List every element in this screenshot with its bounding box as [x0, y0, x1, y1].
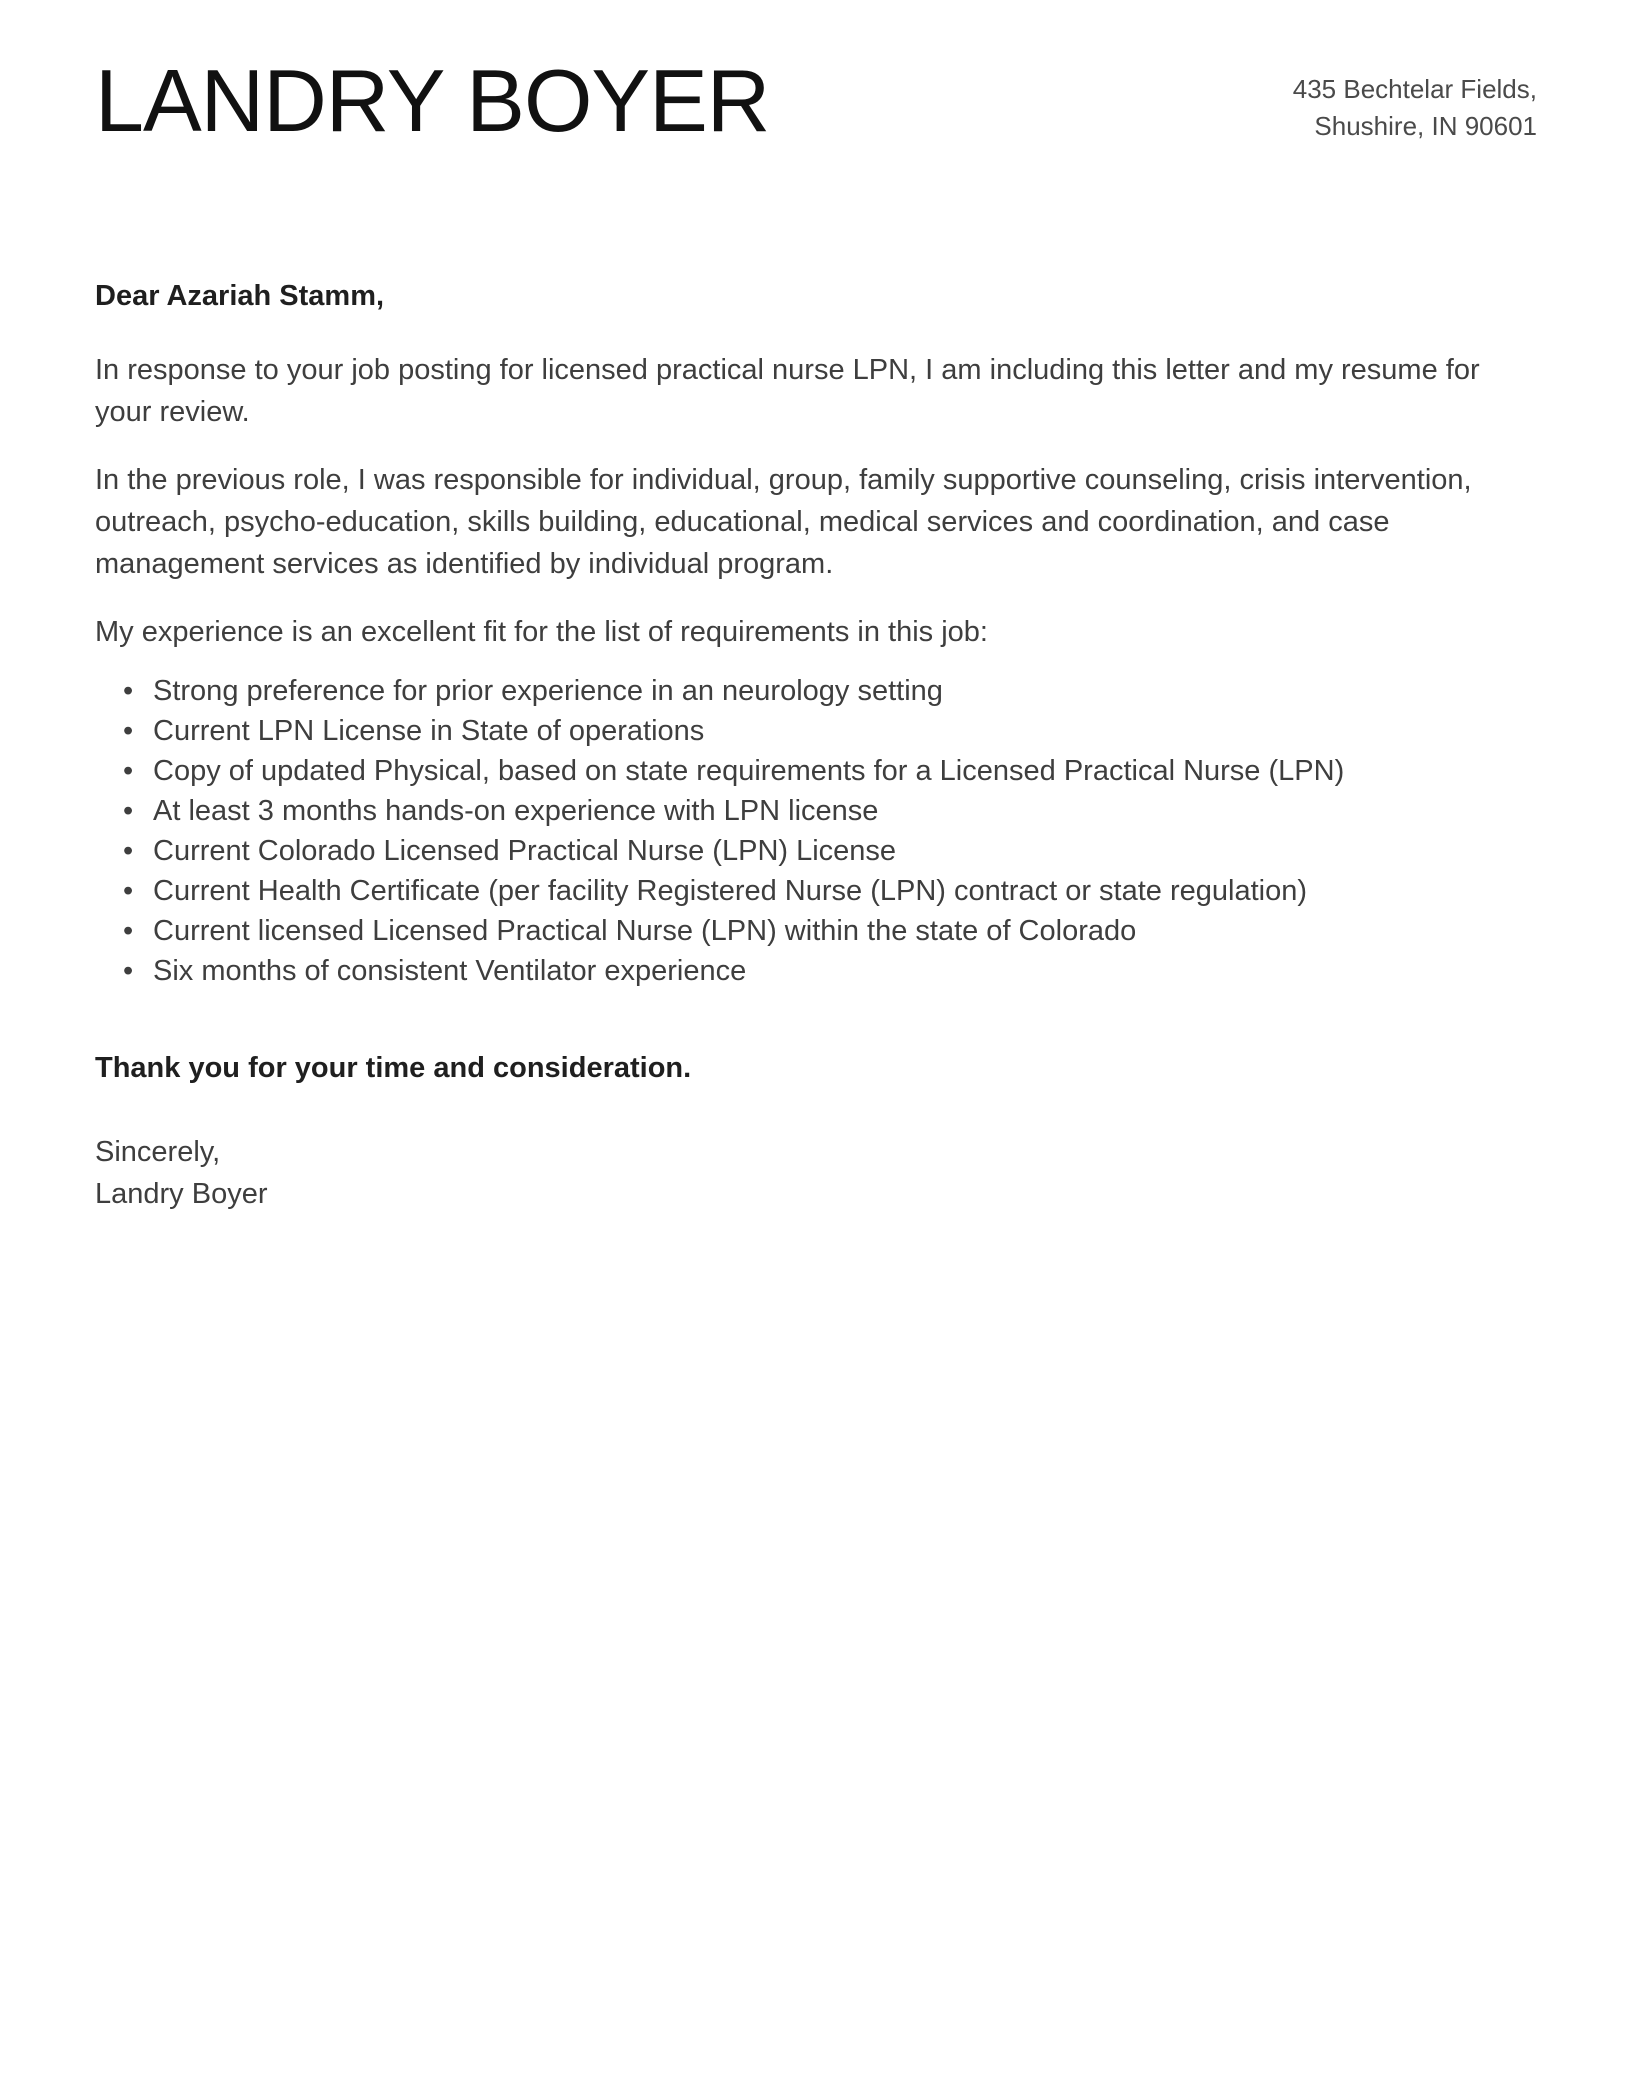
signoff-block	[95, 1131, 1537, 1215]
requirement-item: • Strong preference for prior experience in an neurology setting	[123, 671, 1537, 711]
paragraph-intro: In response to your job posting for licensed practical nurse LPN, I am including this letter and my resume for your review.	[95, 354, 1480, 429]
requirement-item: • Current Colorado Licensed Practical Nurse (LPN) License	[123, 831, 1537, 871]
signoff: Sincerely,	[95, 1136, 221, 1169]
letter-body	[95, 275, 1537, 1215]
paragraph-experience-fit: My experience is an excellent fit for the list of requirements in this job:	[95, 616, 988, 649]
requirement-item: • Current LPN License in State of operations	[123, 711, 1537, 751]
address-line-1: 435 Bechtelar Fields,	[1292, 74, 1537, 104]
requirement-item: • Current licensed Licensed Practical Nurse (LPN) within the state of Colorado	[123, 911, 1537, 951]
letter-header	[95, 51, 1537, 150]
requirements-list	[95, 671, 1537, 991]
closing-statement: Thank you for your time and consideration.	[95, 1052, 692, 1085]
requirement-item: • Copy of updated Physical, based on state requirements for a Licensed Practical Nurse (LPN)	[123, 751, 1537, 791]
requirement-item: • Current Health Certificate (per facility Registered Nurse (LPN) contract or state regulation)	[123, 871, 1537, 911]
requirement-item: • At least 3 months hands-on experience with LPN license	[123, 791, 1537, 831]
sender-name-heading: LANDRY BOYER	[95, 51, 770, 150]
paragraph-previous-role: In the previous role, I was responsible for individual, group, family supportive counseling, crisis intervention, outreach, psycho-education, skills building, educational, medical services and coordination, and case management services as identified by individual program.	[95, 464, 1472, 581]
sender-address	[1293, 71, 1537, 145]
requirement-item: • Six months of consistent Ventilator experience	[123, 951, 1537, 991]
address-line-2: Shushire, IN 90601	[1314, 111, 1537, 141]
signature-name: Landry Boyer	[95, 1178, 268, 1211]
salutation: Dear Azariah Stamm,	[95, 280, 385, 313]
